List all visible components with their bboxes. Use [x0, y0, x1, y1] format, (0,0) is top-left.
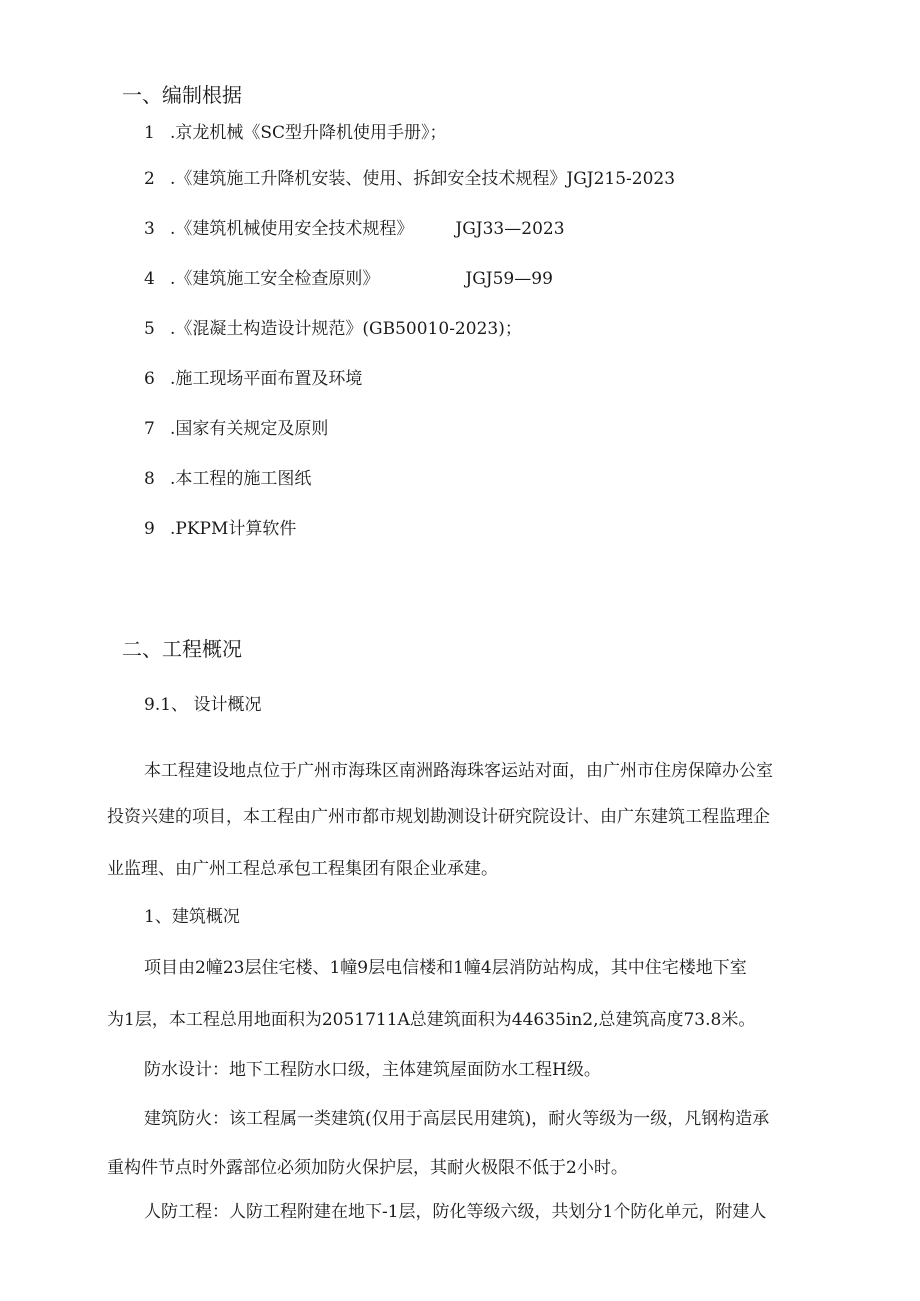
reference-item-3 [144, 218, 565, 240]
item-code: JGJ33—2023 [455, 219, 565, 239]
item-number: 3 [144, 219, 155, 239]
reference-item-6 [144, 368, 362, 390]
reference-item-1 [144, 122, 447, 144]
item-number: 9 [144, 519, 155, 539]
item-text: .《建筑施工升降机安装、使用、拆卸安全技术规程》JGJ215-2023 [170, 169, 676, 189]
item-text: .《建筑施工安全检查原则》 [170, 269, 380, 289]
item-text: .施工现场平面布置及环境 [170, 369, 363, 389]
item-text: .PKPM计算软件 [170, 519, 297, 539]
item-number: 1 [144, 123, 155, 143]
reference-item-4 [144, 268, 553, 290]
project-intro-line-3: 业监理、由广州工程总承包工程集团有限企业承建。 [107, 859, 498, 879]
section-2-heading: 二、工程概况 [122, 637, 242, 661]
project-intro-line-1: 本工程建设地点位于广州市海珠区南洲路海珠客运站对面，由广州市住房保障办公室 [144, 761, 773, 781]
reference-item-2 [144, 168, 675, 190]
item-number: 7 [144, 419, 155, 439]
item-text: .国家有关规定及原则 [170, 419, 329, 439]
fire-protection-line-2: 重构件节点时外露部位必须加防火保护层，其耐火极限不低于2小时。 [107, 1158, 628, 1178]
waterproof-design: 防水设计：地下工程防水口级，主体建筑屋面防水工程H级。 [144, 1060, 601, 1080]
item-text: .《建筑机械使用安全技术规程》 [170, 219, 414, 239]
building-line-2: 为1层，本工程总用地面积为2051711A总建筑面积为44635in2,总建筑高度73.8米。 [107, 1010, 756, 1030]
item-text: .本工程的施工图纸 [170, 469, 312, 489]
reference-item-8 [144, 468, 311, 490]
building-line-1: 项目由2幢23层住宅楼、1幢9层电信楼和1幢4层消防站构成，其中住宅楼地下室 [144, 958, 747, 978]
design-overview-heading: 9.1、 设计概况 [144, 695, 262, 715]
reference-item-5 [144, 318, 522, 340]
fire-protection-line-1: 建筑防火：该工程属一类建筑(仅用于高层民用建筑)，耐火等级为一级，凡钢构造承 [144, 1109, 770, 1129]
section-1-heading: 一、编制根据 [122, 83, 242, 107]
item-text: .京龙机械《SC型升降机使用手册》； [170, 123, 447, 143]
building-overview-heading: 1、建筑概况 [144, 907, 240, 927]
project-intro-line-2: 投资兴建的项目，本工程由广州市都市规划勘测设计研究院设计、由广东建筑工程监理企 [107, 807, 770, 827]
civil-defense-line: 人防工程：人防工程附建在地下-1层，防化等级六级，共划分1个防化单元，附建人 [144, 1202, 767, 1222]
item-number: 8 [144, 469, 155, 489]
item-code: JGJ59—99 [465, 269, 553, 289]
item-number: 6 [144, 369, 155, 389]
item-text: .《混凝土构造设计规范》(GB50010-2023)； [170, 319, 522, 339]
item-number: 5 [144, 319, 155, 339]
reference-item-9 [144, 518, 296, 540]
reference-item-7 [144, 418, 328, 440]
item-number: 4 [144, 269, 155, 289]
item-number: 2 [144, 169, 155, 189]
